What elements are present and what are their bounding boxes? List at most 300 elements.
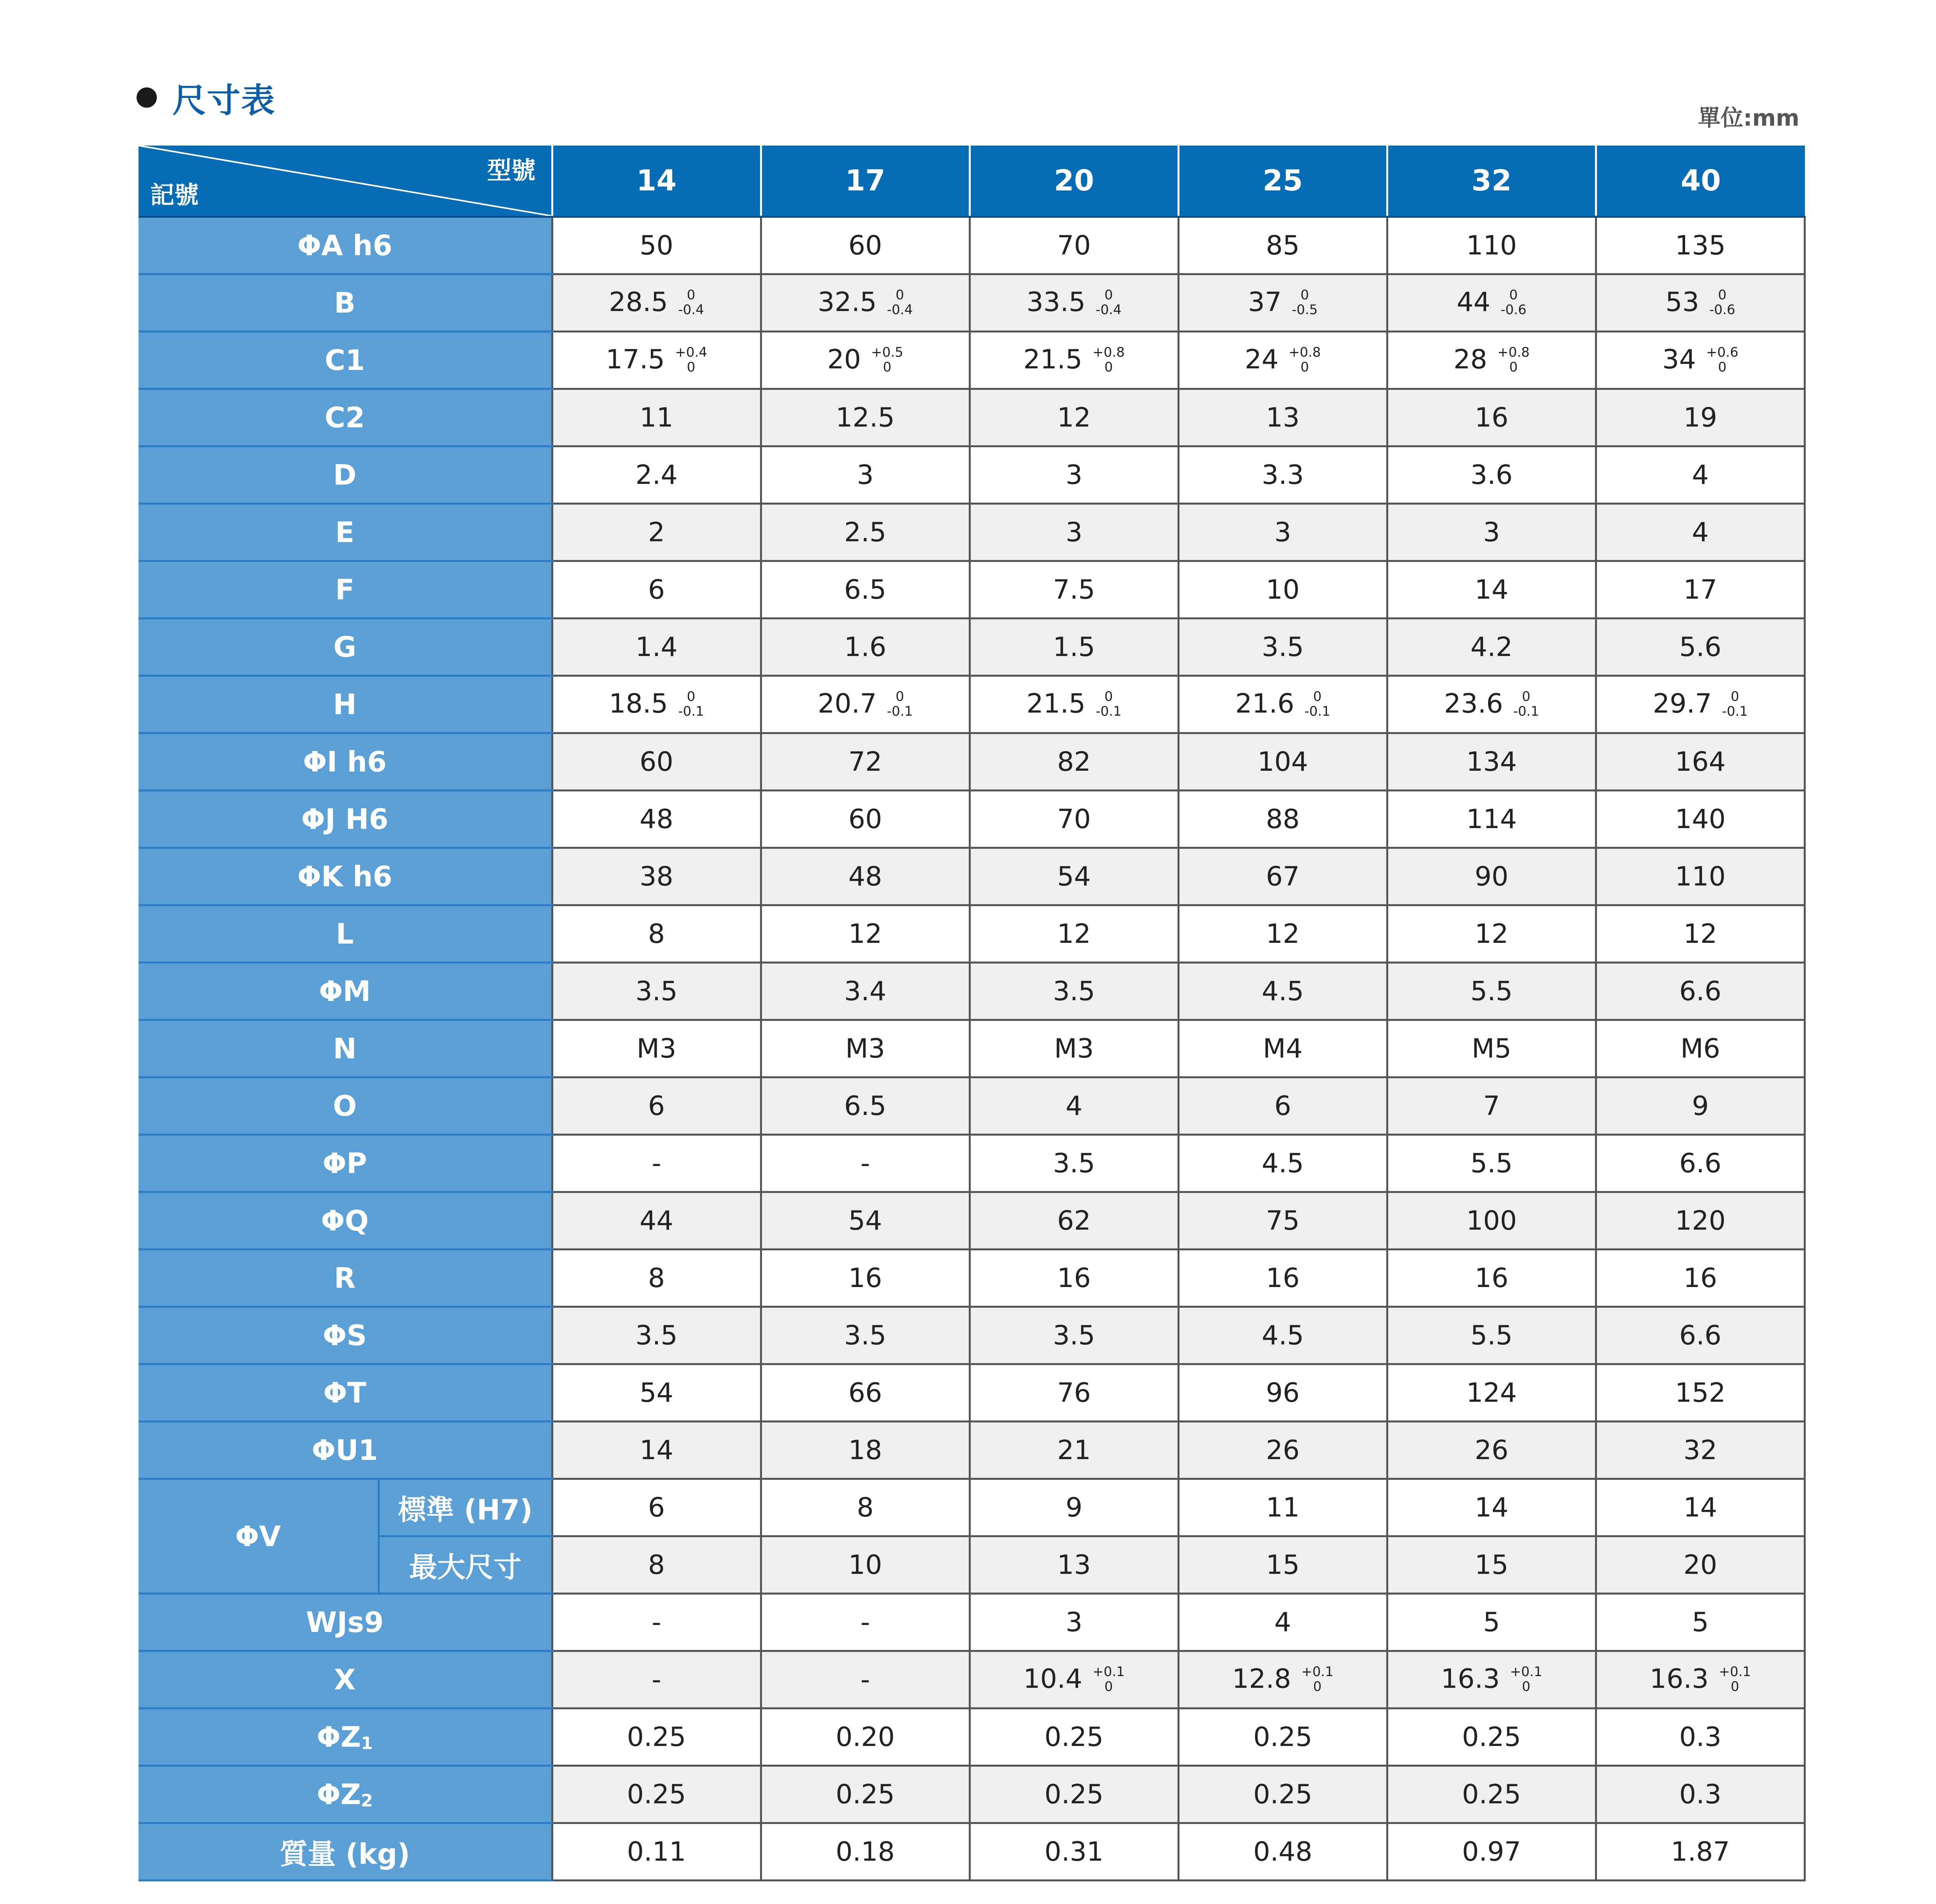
cell-value: 1.87	[1671, 1836, 1730, 1867]
tolerance-lower: -0.4	[1096, 302, 1122, 318]
table-cell	[552, 1823, 761, 1881]
tolerance-lower: -0.4	[678, 302, 704, 318]
table-cell	[1178, 1250, 1387, 1307]
cell-value: 48	[639, 804, 673, 835]
cell-value: 0.3	[1679, 1779, 1722, 1810]
table-cell	[970, 389, 1178, 446]
table-cell	[1178, 1594, 1387, 1651]
row-key: ΦI h6	[139, 733, 552, 791]
tolerance-lower: -0.1	[1304, 703, 1330, 719]
dimension-table	[139, 146, 1806, 1881]
table-cell	[1387, 733, 1596, 791]
tolerance-upper: +0.5	[871, 344, 904, 360]
table-row	[139, 1192, 1805, 1250]
tolerance-lower: 0	[1104, 1678, 1113, 1694]
tolerance-lower: 0	[1313, 1678, 1322, 1694]
cell-value: 50	[639, 230, 673, 261]
table-row	[139, 1020, 1805, 1077]
table-cell	[1178, 446, 1387, 504]
table-cell	[1596, 905, 1805, 963]
cell-value: 11	[1266, 1492, 1300, 1523]
cell-value: 0.25	[1462, 1721, 1521, 1753]
cell-value: 8	[648, 918, 665, 949]
table-cell	[970, 619, 1178, 676]
table-cell	[761, 619, 970, 676]
table-cell	[1387, 1307, 1596, 1364]
row-key: ΦU1	[139, 1422, 552, 1479]
table-row	[139, 791, 1805, 848]
table-cell	[970, 1364, 1178, 1422]
tolerance	[1719, 1664, 1751, 1694]
tolerance-lower: 0	[687, 359, 696, 375]
table-cell	[761, 332, 970, 389]
row-key: ΦP	[139, 1135, 552, 1192]
cell-value: 4.5	[1261, 1148, 1304, 1179]
cell-value: 0.18	[835, 1836, 895, 1867]
tolerance	[1706, 345, 1739, 375]
cell-value: 53	[1665, 287, 1700, 318]
cell-value: 0.25	[1253, 1721, 1313, 1753]
cell-value: 54	[639, 1377, 673, 1408]
table-cell	[1596, 1479, 1805, 1536]
cell-value: 23.6	[1444, 688, 1503, 720]
table-cell	[1387, 1364, 1596, 1422]
table-cell	[970, 1077, 1178, 1135]
table-cell	[970, 676, 1178, 733]
tolerance-upper: +0.1	[1301, 1664, 1334, 1680]
cell-value: 140	[1675, 804, 1726, 835]
tolerance-lower: 0	[1522, 1678, 1531, 1694]
cell-value: 54	[848, 1205, 882, 1236]
table-cell	[552, 446, 761, 504]
cell-value: 5.5	[1470, 1320, 1513, 1351]
cell-value: 20	[827, 344, 861, 375]
table-row	[139, 963, 1805, 1020]
row-key: D	[139, 446, 552, 504]
table-row	[139, 676, 1805, 733]
row-key: F	[139, 561, 552, 619]
tolerance-upper: 0	[1300, 287, 1309, 303]
cell-value: 6.6	[1679, 976, 1722, 1007]
table-row	[139, 1708, 1805, 1766]
cell-value: 34	[1662, 344, 1696, 375]
table-cell	[970, 446, 1178, 504]
table-cell	[1596, 619, 1805, 676]
tolerance	[1292, 288, 1318, 317]
cell-value: 4.5	[1261, 1320, 1304, 1351]
cell-value: 5	[1483, 1607, 1500, 1638]
table-cell	[1387, 1077, 1596, 1135]
tolerance-upper: 0	[1730, 688, 1739, 704]
table-cell	[1178, 848, 1387, 905]
table-cell	[552, 389, 761, 446]
table-row	[139, 848, 1805, 905]
table-row	[139, 389, 1805, 446]
cell-value: 48	[848, 861, 882, 892]
cell-value: 0.25	[1044, 1721, 1104, 1753]
table-cell	[1387, 676, 1596, 733]
table-cell	[970, 1823, 1178, 1881]
table-cell	[970, 1135, 1178, 1192]
table-cell	[552, 332, 761, 389]
tolerance-upper: +0.8	[1288, 344, 1321, 360]
table-row	[139, 1823, 1805, 1881]
table-cell	[1178, 905, 1387, 963]
cell-value: 21.5	[1026, 688, 1086, 720]
cell-value: 0.3	[1679, 1721, 1722, 1753]
table-cell	[1387, 446, 1596, 504]
cell-value: M6	[1680, 1033, 1720, 1064]
cell-value: 2	[648, 517, 665, 548]
cell-value: 26	[1266, 1435, 1300, 1466]
table-cell	[1387, 1479, 1596, 1536]
tolerance-lower: 0	[1730, 1678, 1739, 1694]
table-cell	[761, 1307, 970, 1364]
table-row	[139, 274, 1805, 332]
table-cell	[1387, 332, 1596, 389]
cell-value: 16.3	[1649, 1664, 1709, 1695]
tolerance	[1096, 288, 1121, 317]
table-row	[139, 1250, 1805, 1307]
table-cell	[761, 274, 970, 332]
table-cell	[552, 1135, 761, 1192]
table-cell	[1178, 274, 1387, 332]
table-cell	[761, 791, 970, 848]
table-row	[139, 217, 1805, 274]
row-key: ΦA h6	[139, 217, 552, 274]
row-key: H	[139, 676, 552, 733]
cell-value: 6.6	[1679, 1148, 1722, 1179]
cell-value: 16	[1474, 402, 1509, 433]
cell-value: M3	[636, 1033, 677, 1064]
table-cell	[1387, 1020, 1596, 1077]
unit-label: 單位:mm	[1698, 105, 1799, 131]
cell-value: 0.25	[1253, 1779, 1313, 1810]
cell-value: 12.5	[835, 402, 895, 433]
cell-value: 2.4	[635, 459, 678, 491]
table-cell	[552, 848, 761, 905]
cell-value: 9	[1066, 1492, 1083, 1523]
table-row	[139, 1766, 1805, 1823]
table-cell	[1596, 217, 1805, 274]
cell-value: -	[652, 1664, 661, 1695]
cell-value: 104	[1257, 746, 1308, 777]
table-cell	[761, 1422, 970, 1479]
cell-value: M3	[845, 1033, 885, 1064]
cell-value: 164	[1675, 746, 1726, 777]
table-cell	[761, 561, 970, 619]
table-cell	[1596, 1077, 1805, 1135]
tolerance-upper: +0.8	[1092, 344, 1125, 360]
table-cell	[552, 1651, 761, 1708]
table-cell	[552, 1077, 761, 1135]
row-key: ΦJ H6	[139, 791, 552, 848]
table-cell	[761, 446, 970, 504]
table-cell	[1387, 561, 1596, 619]
cell-value: M3	[1054, 1033, 1094, 1064]
cell-value: 16	[1266, 1262, 1300, 1294]
cell-value: 82	[1057, 746, 1091, 777]
cell-value: 60	[639, 746, 673, 777]
cell-value: 134	[1466, 746, 1517, 777]
cell-value: 3.5	[635, 1320, 678, 1351]
table-cell	[761, 1020, 970, 1077]
tolerance-lower: 0	[1300, 359, 1309, 375]
table-cell	[552, 905, 761, 963]
table-cell	[1178, 389, 1387, 446]
table-row	[139, 1364, 1805, 1422]
cell-value: 37	[1248, 287, 1282, 318]
row-key: ΦM	[139, 963, 552, 1020]
tolerance-lower: 0	[1104, 359, 1113, 375]
table-row	[139, 1307, 1805, 1364]
table-cell	[1178, 963, 1387, 1020]
cell-value: 3	[1483, 517, 1500, 548]
tolerance-lower: -0.1	[1722, 703, 1748, 719]
table-cell	[970, 504, 1178, 561]
table-cell	[1178, 217, 1387, 274]
table-cell	[1387, 1708, 1596, 1766]
cell-value: 15	[1266, 1549, 1300, 1580]
table-cell	[1178, 1077, 1387, 1135]
cell-value: 28	[1453, 344, 1487, 375]
cell-value: 4	[1692, 459, 1709, 491]
cell-value: 4.5	[1261, 976, 1304, 1007]
cell-value: 4	[1692, 517, 1709, 548]
table-cell	[1387, 1651, 1596, 1708]
cell-value: 3.5	[1053, 1320, 1095, 1351]
table-cell	[761, 905, 970, 963]
cell-value: 0.25	[627, 1779, 686, 1810]
cell-value: 0.20	[835, 1721, 895, 1753]
cell-value: 16	[1057, 1262, 1091, 1294]
table-cell	[970, 1020, 1178, 1077]
cell-value: 85	[1266, 230, 1300, 261]
cell-value: 33.5	[1026, 287, 1086, 318]
table-cell	[1596, 1594, 1805, 1651]
cell-value: 20.7	[817, 688, 877, 720]
cell-value: 6.5	[844, 1090, 886, 1122]
tolerance-lower: -0.6	[1500, 302, 1527, 318]
table-cell	[1596, 1536, 1805, 1594]
tolerance	[1709, 288, 1735, 317]
cell-value: 75	[1266, 1205, 1300, 1236]
table-row	[139, 504, 1805, 561]
cell-value: 62	[1057, 1205, 1091, 1236]
tolerance	[1497, 345, 1530, 375]
row-key: C2	[139, 389, 552, 446]
cell-value: 12	[1057, 918, 1091, 949]
tolerance-lower: -0.1	[887, 703, 913, 719]
cell-value: 152	[1675, 1377, 1726, 1408]
table-row	[139, 1651, 1805, 1708]
table-cell	[1596, 274, 1805, 332]
table-cell	[1596, 332, 1805, 389]
table-cell	[970, 1708, 1178, 1766]
cell-value: 18	[848, 1435, 882, 1466]
cell-value: -	[652, 1607, 661, 1638]
tolerance-upper: +0.1	[1092, 1664, 1125, 1680]
cell-value: 3.5	[844, 1320, 886, 1351]
cell-value: 96	[1266, 1377, 1300, 1408]
table-cell	[1178, 1766, 1387, 1823]
table-cell	[1387, 1192, 1596, 1250]
model-header: 17	[761, 146, 970, 217]
row-key: 質量 (kg)	[139, 1823, 552, 1881]
table-cell	[1178, 1536, 1387, 1594]
row-key: ΦT	[139, 1364, 552, 1422]
cell-value: 3.3	[1261, 459, 1304, 491]
tolerance-lower: -0.5	[1291, 302, 1318, 318]
cell-value: 135	[1675, 230, 1726, 261]
table-cell	[1596, 1307, 1805, 1364]
table-cell	[970, 791, 1178, 848]
table-cell	[761, 733, 970, 791]
cell-value: 114	[1466, 804, 1517, 835]
cell-value: 60	[848, 230, 882, 261]
table-cell	[970, 1536, 1178, 1594]
model-header: 20	[970, 146, 1178, 217]
cell-value: 2.5	[844, 517, 886, 548]
table-cell	[761, 1651, 970, 1708]
model-header: 14	[552, 146, 761, 217]
table-cell	[1387, 1135, 1596, 1192]
table-cell	[1178, 1708, 1387, 1766]
row-key: R	[139, 1250, 552, 1307]
table-cell	[970, 1651, 1178, 1708]
tolerance	[1092, 345, 1125, 375]
cell-value: 110	[1466, 230, 1517, 261]
tolerance	[1513, 689, 1539, 719]
table-row	[139, 446, 1805, 504]
table-row	[139, 733, 1805, 791]
tolerance-upper: +0.6	[1706, 344, 1739, 360]
table-cell	[761, 963, 970, 1020]
tolerance-lower: -0.1	[1096, 703, 1122, 719]
cell-value: 19	[1683, 402, 1718, 433]
cell-value: 124	[1466, 1377, 1517, 1408]
cell-value: 3.5	[1053, 1148, 1095, 1179]
cell-value: 4	[1274, 1607, 1291, 1638]
tolerance	[871, 345, 904, 375]
table-cell	[970, 1250, 1178, 1307]
row-key: $\Phi Z_1$	[139, 1708, 552, 1766]
cell-value: 6	[1274, 1090, 1291, 1122]
tolerance-lower: 0	[1509, 359, 1518, 375]
section-title-row	[137, 70, 275, 125]
table-cell	[761, 848, 970, 905]
tolerance-upper: 0	[1313, 688, 1322, 704]
cell-value: 5	[1692, 1607, 1709, 1638]
tolerance-lower: -0.1	[678, 703, 704, 719]
tolerance-lower: 0	[883, 359, 892, 375]
table-cell	[1596, 1020, 1805, 1077]
table-cell	[1178, 1307, 1387, 1364]
table-cell	[1387, 389, 1596, 446]
table-cell	[761, 389, 970, 446]
cell-value: 4.2	[1470, 631, 1513, 663]
table-cell	[1387, 1536, 1596, 1594]
tolerance-upper: 0	[1104, 287, 1113, 303]
cell-value: 4	[1066, 1090, 1083, 1122]
row-key: ΦQ	[139, 1192, 552, 1250]
table-cell	[552, 561, 761, 619]
tolerance	[675, 345, 707, 375]
cell-value: 66	[848, 1377, 882, 1408]
row-key: G	[139, 619, 552, 676]
row-key: WJs9	[139, 1594, 552, 1651]
tolerance	[1501, 288, 1526, 317]
cell-value: 5.5	[1470, 1148, 1513, 1179]
table-cell	[1387, 1594, 1596, 1651]
table-cell	[1178, 1135, 1387, 1192]
cell-value: 3.4	[844, 976, 886, 1007]
cell-value: 3	[1066, 517, 1083, 548]
table-cell	[1178, 1479, 1387, 1536]
cell-value: M5	[1471, 1033, 1512, 1064]
cell-value: 8	[648, 1262, 665, 1294]
tolerance	[1289, 345, 1321, 375]
table-cell	[552, 1536, 761, 1594]
table-cell	[1387, 1766, 1596, 1823]
table-cell	[761, 1192, 970, 1250]
tolerance-upper: 0	[895, 688, 904, 704]
cell-value: 3.5	[635, 976, 678, 1007]
table-cell	[761, 1077, 970, 1135]
tolerance-upper: +0.1	[1510, 1664, 1542, 1680]
cell-value: 7	[1483, 1090, 1500, 1122]
cell-value: -	[652, 1148, 661, 1179]
table-row	[139, 619, 1805, 676]
table-cell	[761, 1250, 970, 1307]
cell-value: 76	[1057, 1377, 1091, 1408]
corner-header-cell	[139, 146, 552, 217]
table-cell	[552, 1708, 761, 1766]
row-key: ΦS	[139, 1307, 552, 1364]
cell-value: 3.5	[1261, 631, 1304, 663]
table-cell	[1387, 1422, 1596, 1479]
table-cell	[552, 1364, 761, 1422]
cell-value: 16	[1683, 1262, 1718, 1294]
tolerance	[678, 689, 704, 719]
cell-value: 0.97	[1462, 1836, 1521, 1867]
table-cell	[552, 791, 761, 848]
table-cell	[970, 848, 1178, 905]
row-key: N	[139, 1020, 552, 1077]
table-cell	[552, 274, 761, 332]
table-cell	[552, 1479, 761, 1536]
table-cell	[970, 905, 1178, 963]
cell-value: 15	[1474, 1549, 1509, 1580]
table-cell	[1178, 676, 1387, 733]
cell-value: 6.6	[1679, 1320, 1722, 1351]
cell-value: 70	[1057, 804, 1091, 835]
table-cell	[1178, 1651, 1387, 1708]
cell-value: 70	[1057, 230, 1091, 261]
table-cell	[970, 963, 1178, 1020]
cell-value: 3	[1066, 459, 1083, 491]
cell-value: 9	[1692, 1090, 1709, 1122]
cell-value: 5.5	[1470, 976, 1513, 1007]
tolerance	[1722, 689, 1748, 719]
table-cell	[552, 619, 761, 676]
cell-value: 1.4	[635, 631, 678, 663]
cell-value: 110	[1675, 861, 1726, 892]
table-cell	[1596, 676, 1805, 733]
table-cell	[1596, 1651, 1805, 1708]
table-cell	[1178, 561, 1387, 619]
tolerance-upper: 0	[895, 287, 904, 303]
